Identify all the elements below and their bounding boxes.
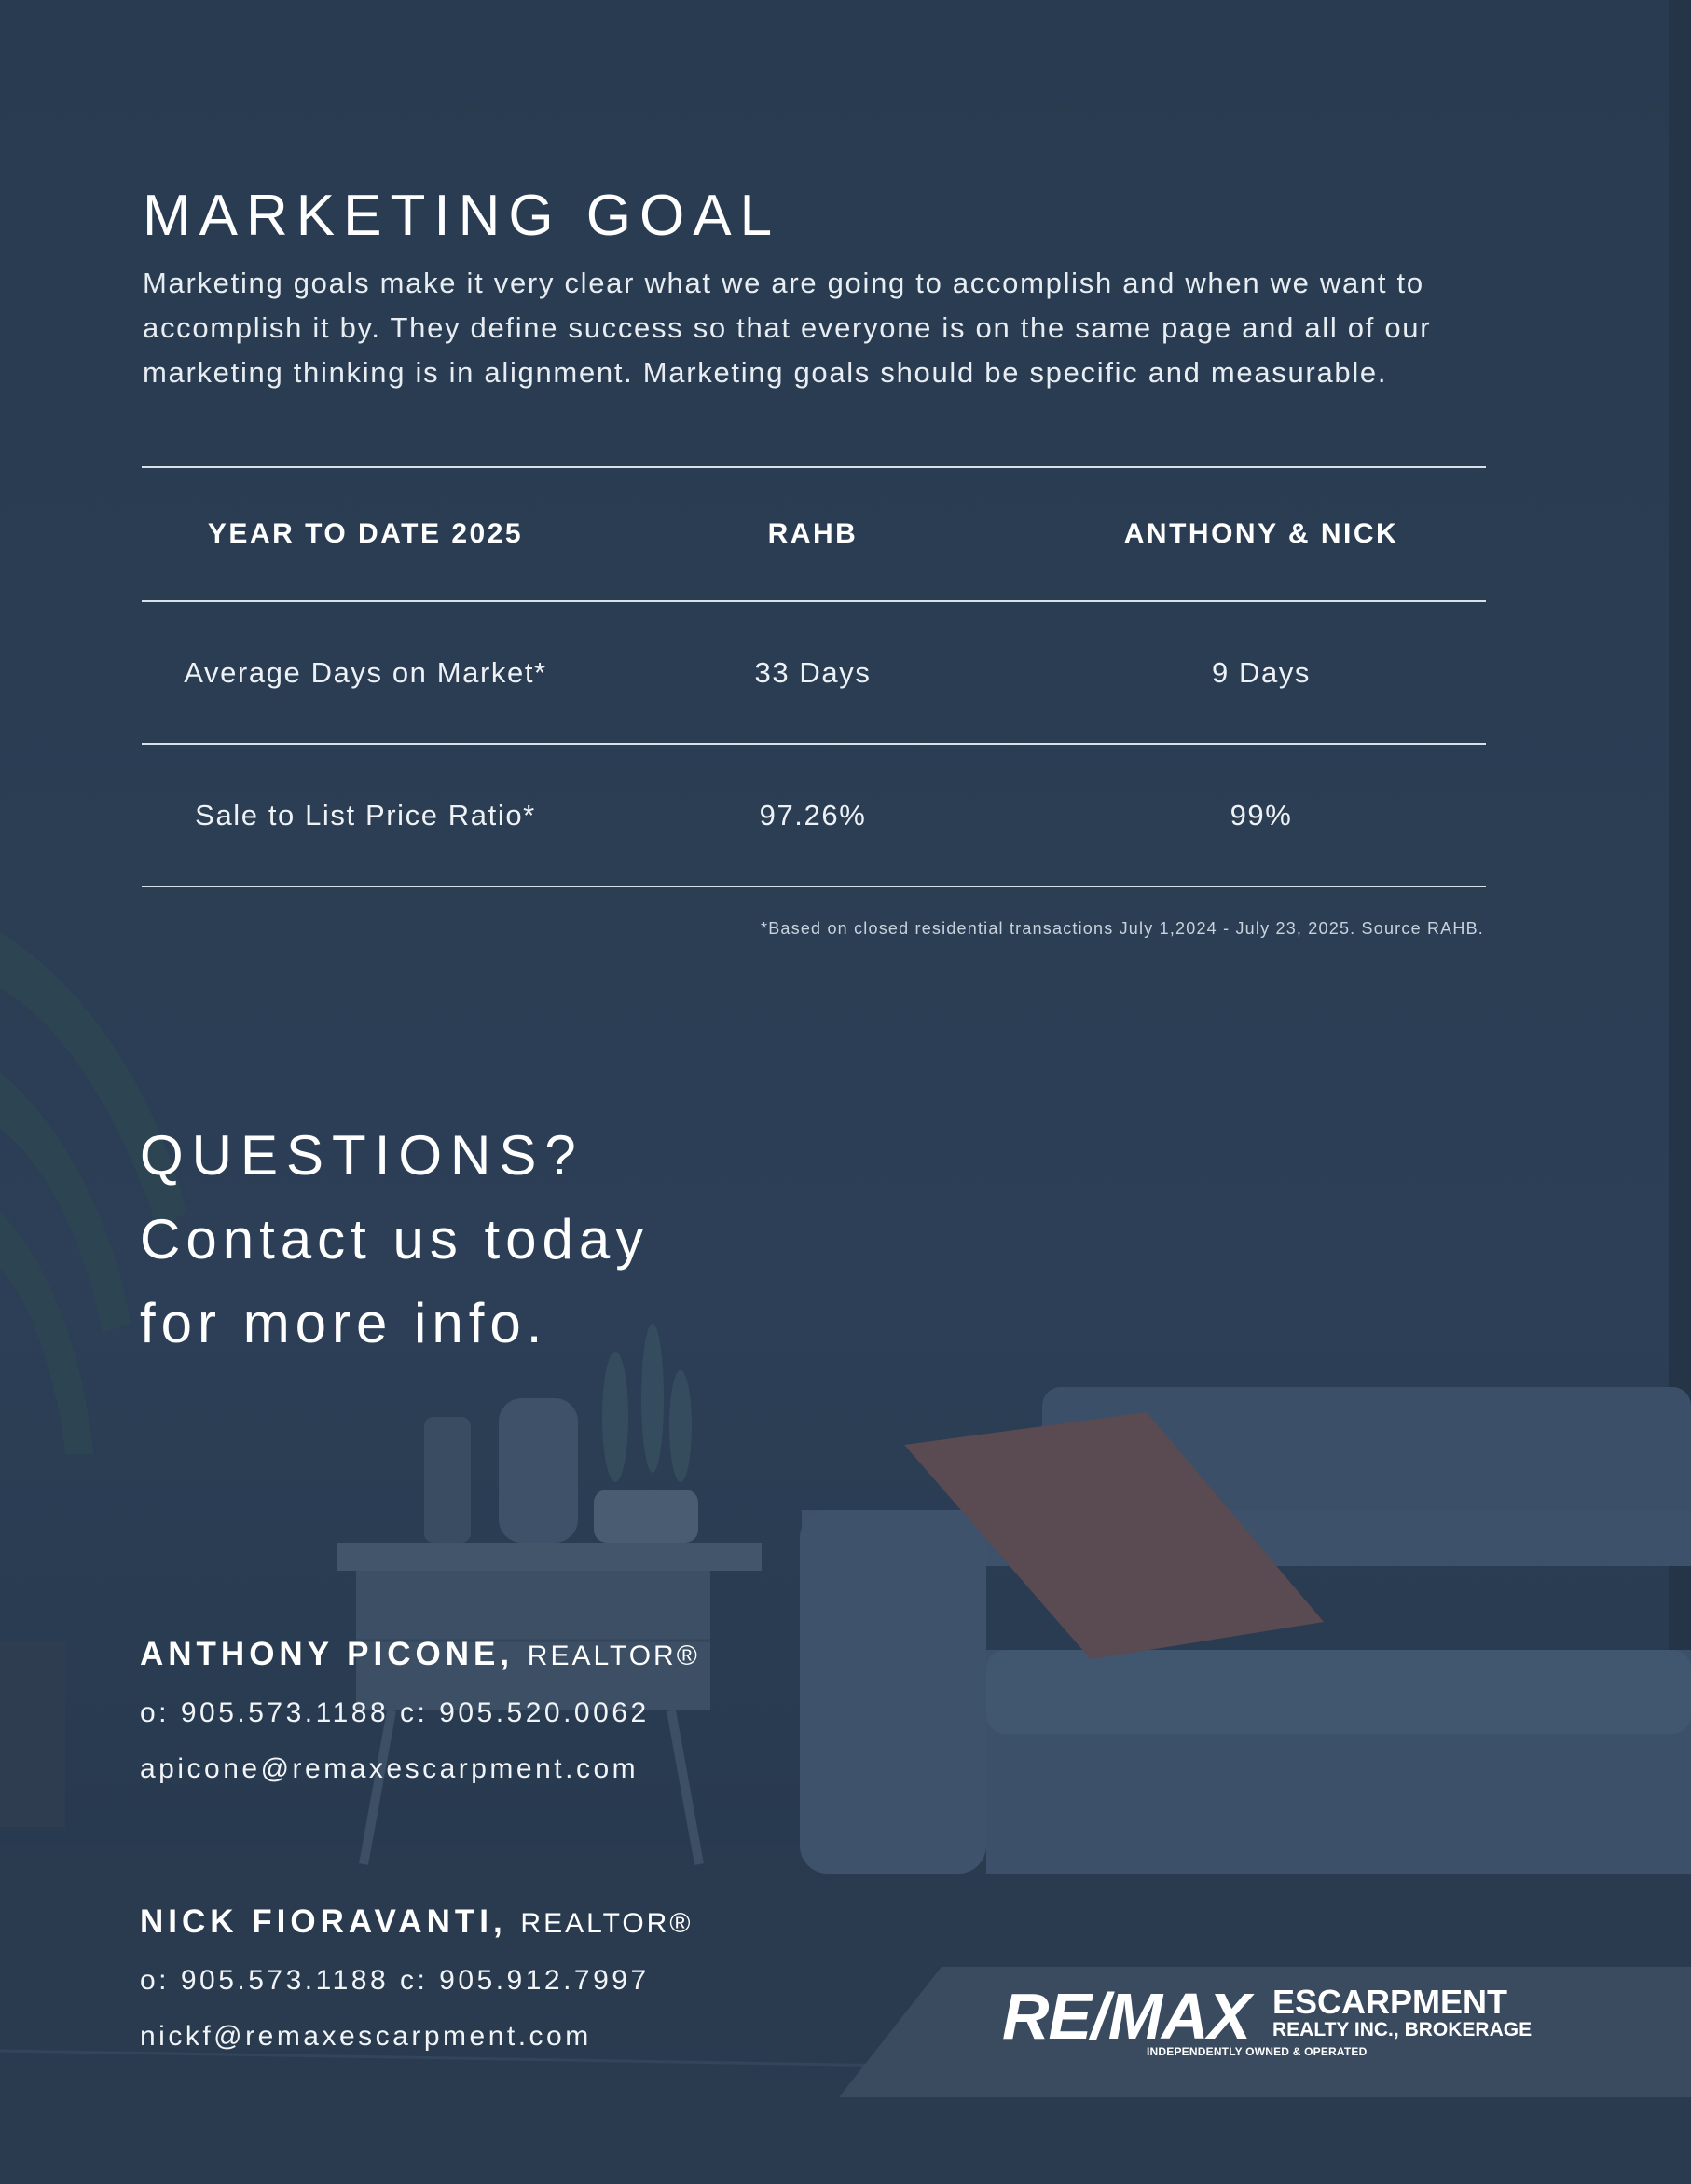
- agent-name: ANTHONY PICONE,: [140, 1636, 515, 1672]
- intro-line: marketing thinking is in alignment. Marketing goals should be specific and measurable.: [143, 356, 1388, 389]
- agent-title: REALTOR®: [527, 1641, 700, 1671]
- intro-line: Marketing goals make it very clear what we are going to accomplish and when we want to: [143, 267, 1424, 299]
- logo-brand: RE/MAX: [1002, 1980, 1251, 2053]
- agent-contact-card: [140, 1903, 693, 2053]
- agent-phones[interactable]: o: 905.573.1188 c: 905.912.7997: [140, 1965, 650, 1996]
- logo-subtitle: REALTY INC., BROKERAGE: [1272, 2019, 1533, 2040]
- intro-paragraph: [143, 261, 1504, 395]
- metric-label: Average Days on Market*: [184, 655, 547, 689]
- logo-name: ESCARPMENT: [1272, 1983, 1508, 2021]
- agent-email[interactable]: apicone@remaxescarpment.com: [140, 1753, 639, 1784]
- table-header-row: [142, 468, 1486, 600]
- agent-name-line: [140, 1636, 700, 1673]
- agent-email[interactable]: nickf@remaxescarpment.com: [140, 2021, 592, 2052]
- logo-tagline: INDEPENDENTLY OWNED & OPERATED: [1147, 2045, 1368, 2058]
- table-divider: [142, 886, 1486, 887]
- agent-name: NICK FIORAVANTI,: [140, 1903, 507, 1940]
- intro-line: accomplish it by. They define success so that everyone is on the same page and all of our: [143, 311, 1432, 344]
- agent-name-line: [140, 1903, 693, 1941]
- table-row: [142, 602, 1486, 743]
- table-row: [142, 745, 1486, 886]
- metric-label: Sale to List Price Ratio*: [195, 798, 536, 831]
- column-header-rahb: RAHB: [767, 518, 859, 549]
- rahb-value: 33 Days: [754, 655, 872, 689]
- questions-callout: [140, 1114, 649, 1366]
- rahb-value: 97.26%: [759, 798, 867, 831]
- remax-escarpment-logo: [1002, 1980, 1533, 2058]
- column-header-agents: ANTHONY & NICK: [1123, 518, 1399, 549]
- agent-title: REALTOR®: [520, 1908, 694, 1939]
- comparison-table: [142, 466, 1486, 887]
- page-title: MARKETING GOAL: [143, 184, 781, 248]
- table-footnote: *Based on closed residential transactions July 1,2024 - July 23, 2025. Source RAHB.: [761, 919, 1484, 938]
- questions-line: for more info.: [140, 1292, 548, 1354]
- questions-heading: QUESTIONS?: [140, 1124, 584, 1187]
- questions-line: Contact us today: [140, 1208, 650, 1271]
- agents-value: 99%: [1230, 798, 1293, 831]
- agent-phones[interactable]: o: 905.573.1188 c: 905.520.0062: [140, 1697, 650, 1728]
- agent-contact-card: [140, 1636, 700, 1785]
- agents-value: 9 Days: [1211, 655, 1312, 689]
- column-header-period: YEAR TO DATE 2025: [207, 518, 524, 549]
